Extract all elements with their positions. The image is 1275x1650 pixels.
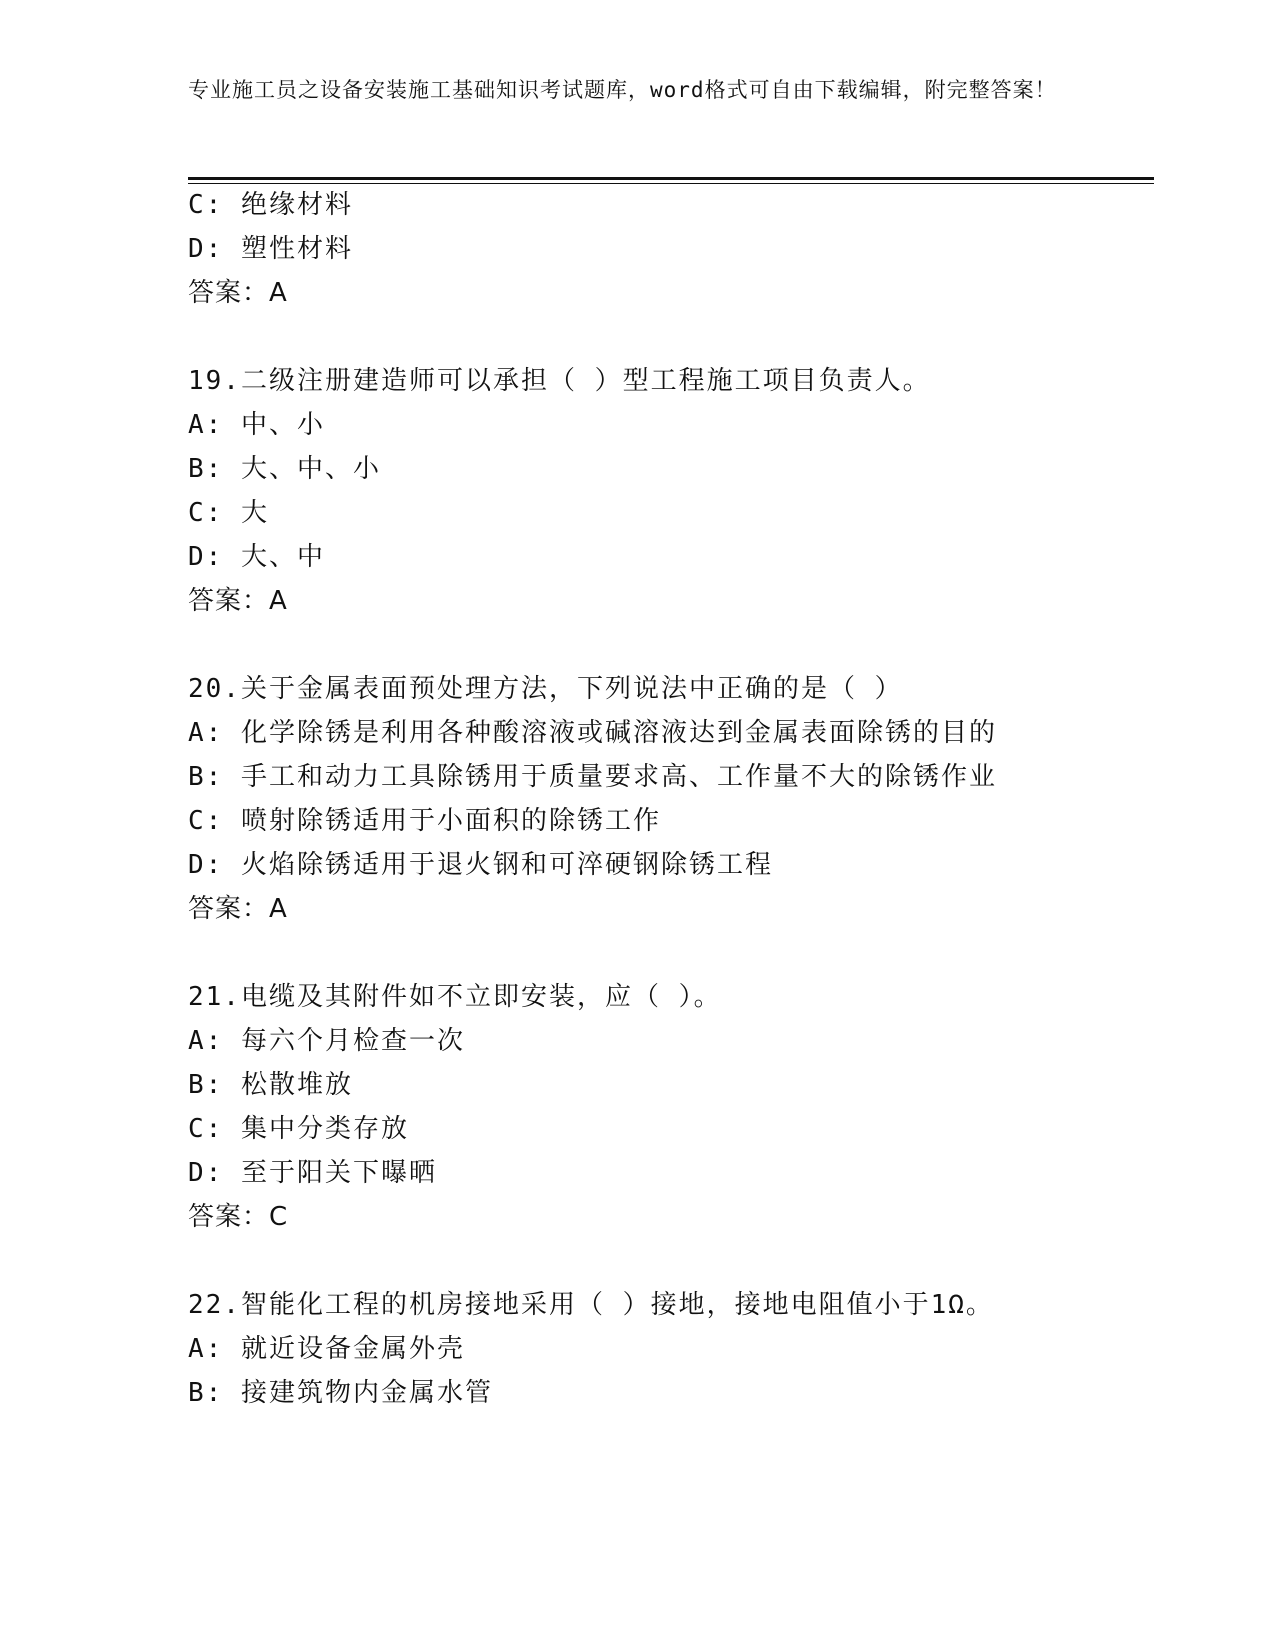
option-c-q18: C: 绝缘材料 xyxy=(188,190,353,220)
option-d-q18: D: 塑性材料 xyxy=(188,234,353,264)
option-b-q22: B: 接建筑物内金属水管 xyxy=(188,1378,493,1408)
option-a-q21: A: 每六个月检查一次 xyxy=(188,1026,465,1056)
header-rule-thick xyxy=(188,177,1154,180)
option-c-q21: C: 集中分类存放 xyxy=(188,1114,409,1144)
answer-q21: 答案：C xyxy=(188,1202,289,1232)
option-b-q21: B: 松散堆放 xyxy=(188,1070,353,1100)
header-rule-thin xyxy=(188,183,1154,184)
option-a-q20: A: 化学除锈是利用各种酸溶液或碱溶液达到金属表面除锈的目的 xyxy=(188,718,997,748)
option-d-q21: D: 至于阳关下曝晒 xyxy=(188,1158,437,1188)
option-c-q19: C: 大 xyxy=(188,498,269,528)
option-d-q19: D: 大、中 xyxy=(188,542,325,572)
option-d-q20: D: 火焰除锈适用于退火钢和可淬硬钢除锈工程 xyxy=(188,850,773,880)
question-22: 22.智能化工程的机房接地采用（ ）接地，接地电阻值小于1Ω。 xyxy=(188,1290,994,1320)
answer-q18: 答案：A xyxy=(188,278,288,308)
option-c-q20: C: 喷射除锈适用于小面积的除锈工作 xyxy=(188,806,661,836)
question-21: 21.电缆及其附件如不立即安装，应（ ）。 xyxy=(188,982,722,1012)
answer-q20: 答案：A xyxy=(188,894,288,924)
answer-q19: 答案：A xyxy=(188,586,288,616)
option-a-q19: A: 中、小 xyxy=(188,410,325,440)
document-header: 专业施工员之设备安装施工基础知识考试题库，word格式可自由下载编辑，附完整答案！ xyxy=(188,78,1057,102)
option-a-q22: A: 就近设备金属外壳 xyxy=(188,1334,465,1364)
question-20: 20.关于金属表面预处理方法，下列说法中正确的是（ ） xyxy=(188,674,903,704)
option-b-q20: B: 手工和动力工具除锈用于质量要求高、工作量不大的除锈作业 xyxy=(188,762,997,792)
question-19: 19.二级注册建造师可以承担（ ）型工程施工项目负责人。 xyxy=(188,366,931,396)
option-b-q19: B: 大、中、小 xyxy=(188,454,381,484)
